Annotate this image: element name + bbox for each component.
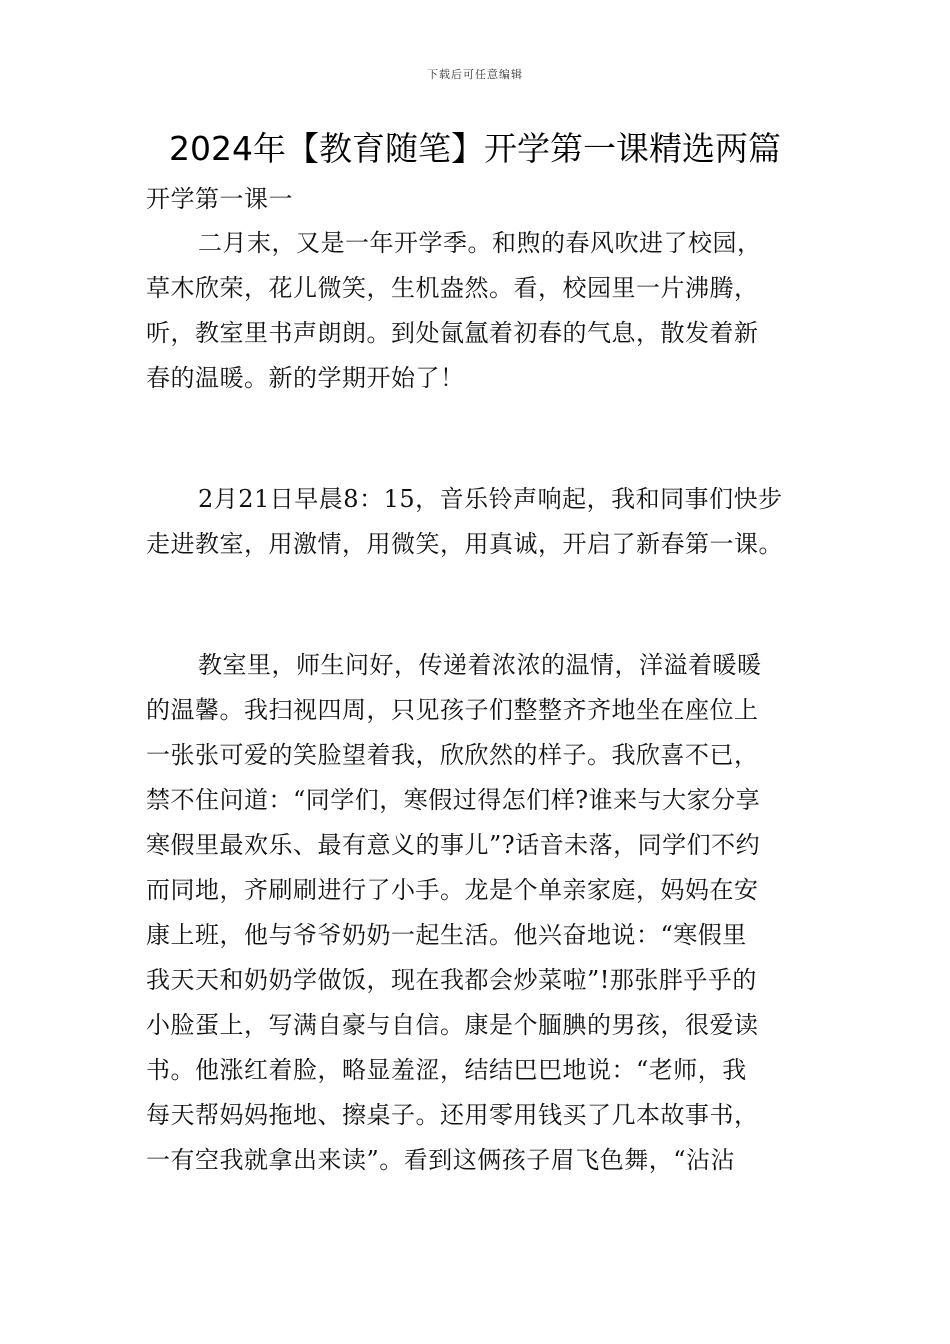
paragraph-line: 草木欣荣，花儿微笑，生机盎然。看，校园里一片沸腾， xyxy=(146,274,759,302)
document-body xyxy=(146,180,810,1186)
paragraph-line: 康上班，他与爷爷奶奶一起生活。他兴奋地说：“寒假里 xyxy=(146,921,747,949)
paragraph-line: 2月21日早晨8：15，音乐铃声响起，我和同事们快步 xyxy=(198,485,783,513)
paragraph-spacer xyxy=(146,570,810,646)
paragraph-2 xyxy=(146,480,810,563)
paragraph-line: 春的温暖。新的学期开始了！ xyxy=(146,364,465,392)
paragraph-line: 书。他涨红着脸，略显羞涩，结结巴巴地说：“老师，我 xyxy=(146,1056,747,1084)
paragraph-line: 小脸蛋上，写满自豪与自信。康是个腼腆的男孩，很爱读 xyxy=(146,1011,759,1039)
header-note: 下载后可任意编辑 xyxy=(427,68,523,81)
paragraph-spacer xyxy=(146,404,810,480)
paragraph-line: 而同地，齐刷刷进行了小手。龙是个单亲家庭，妈妈在安 xyxy=(146,876,759,904)
paragraph-line: 我天天和奶奶学做饭，现在我都会炒菜啦”!那张胖乎乎的 xyxy=(146,966,757,994)
paragraph-line: 二月末，又是一年开学季。和煦的春风吹进了校园， xyxy=(198,229,762,257)
paragraph-line: 禁不住问道：“同学们，寒假过得怎们样?谁来与大家分享 xyxy=(146,786,761,814)
section-heading: 开学第一课一 xyxy=(146,185,293,213)
paragraph-line: 听，教室里书声朗朗。到处氤氲着初春的气息，散发着新 xyxy=(146,319,759,347)
paragraph-line: 走进教室，用激情，用微笑，用真诚，开启了新春第一课。 xyxy=(146,530,783,558)
paragraph-1 xyxy=(146,224,810,397)
paragraph-line: 的温馨。我扫视四周，只见孩子们整整齐齐地坐在座位上 xyxy=(146,696,759,724)
paragraph-3 xyxy=(146,646,810,1179)
paragraph-line: 教室里，师生问好，传递着浓浓的温情，洋溢着暖暖 xyxy=(198,651,762,679)
paragraph-line: 寒假里最欢乐、最有意义的事儿”?话音未落，同学们不约 xyxy=(146,831,761,859)
paragraph-line: 一有空我就拿出来读”。看到这俩孩子眉飞色舞，“沾沾 xyxy=(146,1146,736,1174)
document-title: 2024年【教育随笔】开学第一课精选两篇 xyxy=(169,129,781,168)
paragraph-line: 每天帮妈妈拖地、擦桌子。还用零用钱买了几本故事书， xyxy=(146,1101,759,1129)
paragraph-line: 一张张可爱的笑脸望着我，欣欣然的样子。我欣喜不已， xyxy=(146,741,759,769)
